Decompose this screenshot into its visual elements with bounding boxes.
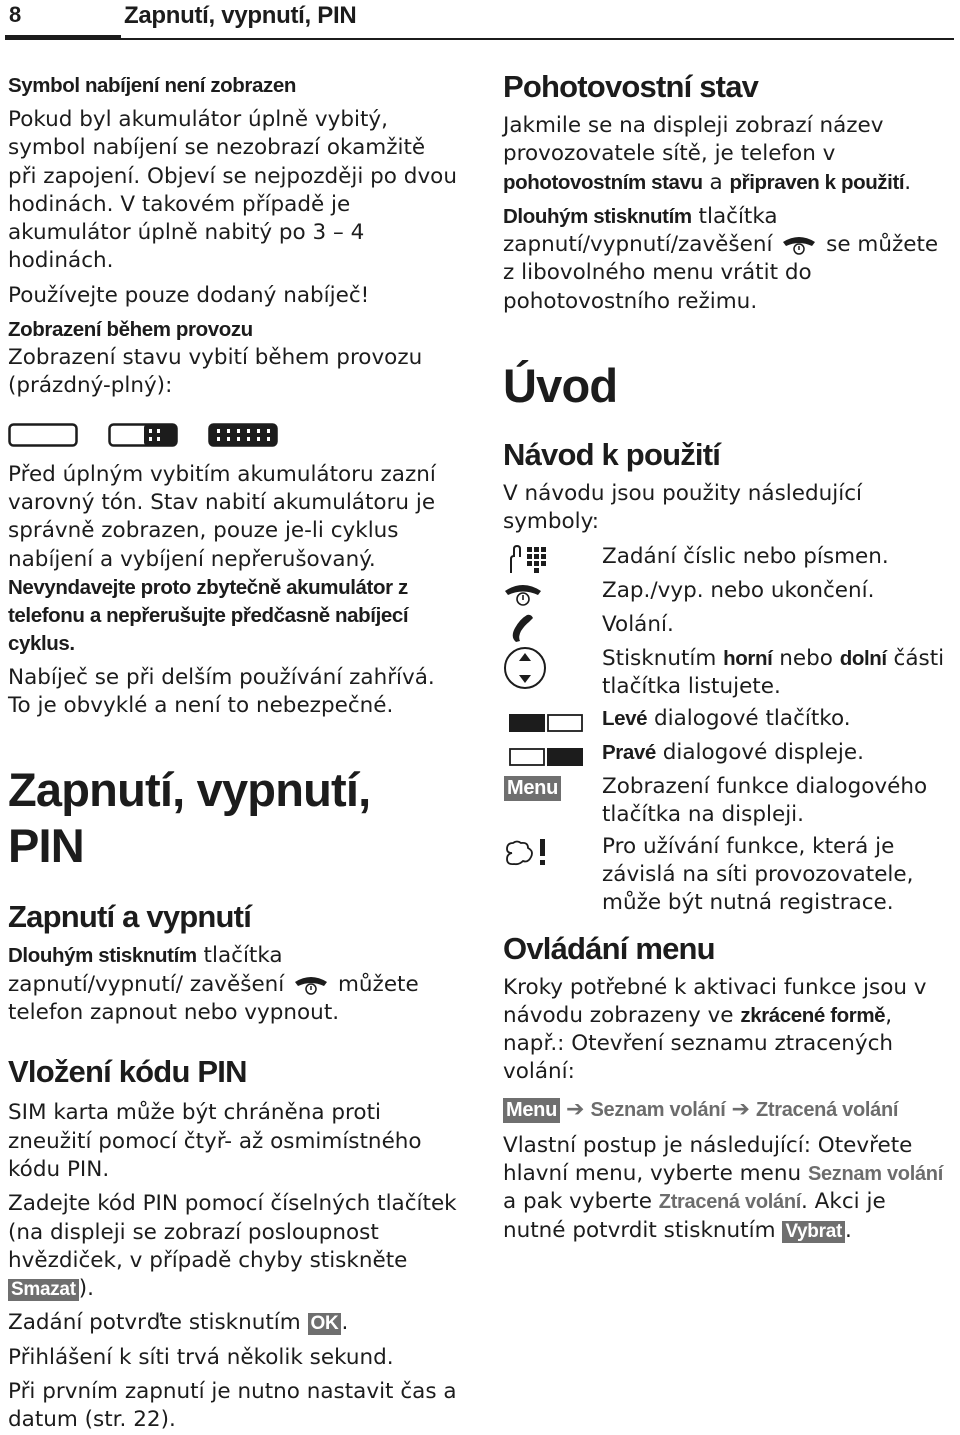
standby-bold-2: připraven k použití [729, 170, 905, 194]
nav-text-b: nebo [772, 645, 840, 671]
symbol-text: Zobrazení funkce dialogového tlačítka na displeji. [602, 773, 928, 827]
symbol-text: Pro užívání funkce, která je závislá na síti provozovatele, může být nutná registrace. [602, 833, 914, 916]
symbol-text: Zadání číslic nebo písmen. [602, 543, 889, 569]
symbol-row [503, 773, 955, 833]
standby2-bold: Dlouhým stisknutím [503, 204, 692, 228]
call-icon [503, 613, 563, 643]
end-call-icon [779, 234, 819, 256]
menu-heading: Ovládání menu [503, 930, 715, 966]
charging-note: Používejte pouze dodaný nabíječ! [8, 282, 370, 308]
standby-text-2: a [702, 169, 730, 195]
header-rule-thick [5, 35, 121, 40]
symbol-text: Zap./vyp. nebo ukončení. [602, 577, 875, 603]
menu-paragraph-2 [503, 1132, 955, 1245]
symbol-text [602, 645, 955, 702]
pin-p3-end: . [341, 1310, 349, 1336]
end-call-icon [503, 579, 563, 609]
menu-path [503, 1095, 955, 1126]
pin-paragraph-5: Při prvním zapnutí je nutno nastavit čas a datum (str. 22). [8, 1379, 457, 1433]
symbol-row [503, 833, 955, 918]
left-column [8, 68, 458, 1435]
menu-ref-call-list: Seznam volání [807, 1163, 943, 1186]
nav-text-c: části tlačítka listujete. [602, 645, 945, 699]
menu-path-item: Ztracená volání [755, 1098, 899, 1121]
menu-p1-text: Kroky potřebné k aktivaci funkce jsou v návodu zobrazeny ve [503, 974, 927, 1028]
menu-p1-end: , např.: Otevření seznamu ztracených volání: [503, 1002, 894, 1085]
standby2-text-1: tlačítka zapnutí/vypnutí/zavěšení [503, 203, 780, 258]
symbol-row [503, 543, 955, 577]
battery-levels [8, 419, 458, 453]
onoff-bold: Dlouhým stisknutím [8, 944, 197, 968]
chapter-title-intro: Úvod [503, 359, 618, 413]
onoff-heading: Zapnutí a vypnutí [8, 899, 252, 935]
delete-key-label: Smazat [8, 1279, 79, 1301]
guide-intro: V návodu jsou použity následující symboly: [503, 481, 863, 535]
running-head: Zapnutí, vypnutí, PIN [124, 2, 357, 29]
standby-text-1: Jakmile se na displeji zobrazí název provozovatele sítě, je telefon v [503, 113, 884, 167]
symbol-list [503, 543, 955, 918]
onoff-text-2: můžete telefon zapnout nebo vypnout. [8, 971, 419, 1026]
nav-text-a: Stisknutím [602, 645, 724, 671]
standby-heading: Pohotovostní stav [503, 69, 759, 104]
menu-paragraph-1 [503, 974, 955, 1087]
menu-p1-bold: zkrácené formě [740, 1003, 886, 1027]
right-column [503, 68, 955, 1245]
display-paragraph: Zobrazení stavu vybití během provozu (prázdný-plný): [8, 345, 423, 399]
nav-bold-b: dolní [839, 646, 887, 670]
network-service-icon [503, 837, 563, 867]
menu-path-badge: Menu [503, 1098, 560, 1123]
symbol-text: Volání. [602, 611, 674, 637]
standby2-text-2: se můžete z libovolného menu vrátit do pohotovostního režimu. [503, 232, 939, 314]
symbol-row [503, 705, 955, 739]
arrow-right-icon: ➔ [731, 1096, 750, 1122]
ok-key-label: OK [308, 1313, 342, 1335]
pin-paragraph-2 [8, 1190, 458, 1303]
standby-paragraph-2 [503, 203, 955, 316]
left-softkey-text: dialogové tlačítko. [647, 705, 851, 731]
keypad-icon [503, 545, 563, 575]
charging-paragraph: Pokud byl akumulátor úplně vybitý, symbol nabíjení se nezobrazí okamžitě při zapojení. Objeví se nejpozději po dvou hodinách. V takovém případě je akumulátor úplně nabitý po 3 – 4 hodinách. [8, 107, 457, 274]
symbol-text [602, 739, 955, 767]
pin-paragraph-1: SIM karta může být chráněna proti zneužití pomocí čtyř- až osmimístného kódu PIN. [8, 1100, 422, 1182]
end-call-icon [291, 974, 331, 996]
battery-half-icon [108, 423, 178, 447]
menu-badge: Menu [504, 776, 561, 801]
menu-p2-text-3: . Akci je nutné potvrdit stisknutím [503, 1189, 886, 1243]
pin-paragraph-3 [8, 1309, 458, 1337]
left-softkey-icon [503, 707, 583, 737]
right-softkey-icon [503, 741, 583, 771]
battery-empty-icon [8, 423, 78, 447]
left-softkey-bold: Levé [602, 706, 648, 730]
pin-heading: Vložení kódu PIN [8, 1054, 247, 1090]
onoff-paragraph [8, 942, 458, 1027]
charging-heading: Symbol nabíjení není zobrazen [8, 74, 296, 97]
standby-text-3: . [904, 169, 912, 195]
display-warning: Nevyndavejte proto zbytečně akumulátor z telefonu a nepřerušujte předčasně nabíjecí cyklus. [8, 575, 409, 655]
nav-bold-a: horní [723, 646, 773, 670]
arrow-right-icon: ➔ [566, 1096, 585, 1122]
menu-p2-end: . [845, 1217, 852, 1243]
menu-path-item: Seznam volání [590, 1098, 726, 1121]
standby-bold-1: pohotovostním stavu [503, 170, 703, 194]
select-key-label: Vybrat [782, 1221, 845, 1243]
menu-p2-text-1: Vlastní postup je následující: Otevřete hlavní menu, vyberte menu [503, 1132, 913, 1187]
symbol-row [503, 739, 955, 773]
menu-p2-text-2: a pak vyberte [503, 1189, 659, 1215]
battery-full-icon [208, 423, 278, 447]
navigation-key-icon [503, 645, 563, 691]
guide-heading: Návod k použití [503, 437, 721, 473]
menu-ref-missed-calls: Ztracená volání [658, 1191, 802, 1214]
symbol-row [503, 645, 955, 705]
pin-p2-text: Zadejte kód PIN pomocí číselných tlačítek (na displeji se zobrazí posloupnost hvězdiček, v případě chyby stiskněte [8, 1191, 457, 1273]
pin-p3-text: Zadání potvrďte stisknutím [8, 1310, 308, 1336]
display-paragraph-2: Před úplným vybitím akumulátoru zazní varovný tón. Stav nabití akumulátoru je správně zobrazen, pouze je-li cyklus nabíjení a vybíjení nepřerušovaný. [8, 461, 436, 572]
display-heading: Zobrazení během provozu [8, 318, 253, 342]
standby-paragraph-1 [503, 112, 955, 197]
symbol-row [503, 611, 955, 645]
pin-p2-end: ). [78, 1276, 94, 1302]
display-paragraph-3: Nabíječ se při delším používání zahřívá. To je obvyklé a není to nebezpečné. [8, 664, 435, 719]
page-number: 8 [9, 2, 22, 27]
right-softkey-bold: Pravé [602, 740, 656, 764]
symbol-row [503, 577, 955, 611]
header-rule [121, 38, 954, 40]
onoff-text-1: tlačítka zapnutí/vypnutí/ zavěšení [8, 943, 292, 997]
chapter-title-onoff: Zapnutí, vypnutí, PIN [8, 763, 371, 873]
right-softkey-text: dialogové displeje. [655, 739, 864, 765]
pin-paragraph-4: Přihlášení k síti trvá několik sekund. [8, 1344, 394, 1370]
symbol-text [602, 705, 955, 733]
